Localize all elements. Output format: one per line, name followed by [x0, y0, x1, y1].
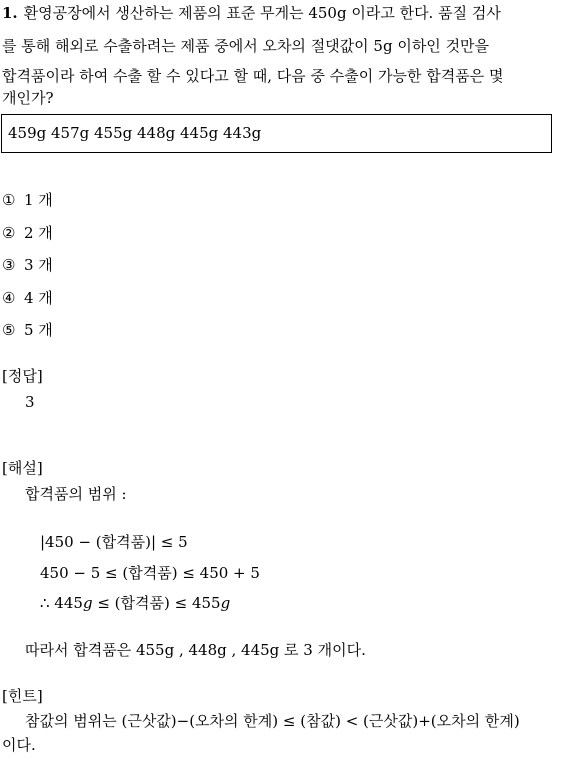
choice-mark: ③: [2, 256, 16, 274]
question-line-4: 개인가?: [2, 89, 54, 107]
question-text-1: 환영공장에서 생산하는 제품의 표준 무게는 450g 이라고 한다. 품질 검사: [23, 4, 501, 22]
eq3-variable-1: g: [82, 594, 93, 612]
weights-list: 459g 457g 455g 448g 445g 443g: [8, 124, 262, 142]
choice-2[interactable]: [2, 221, 53, 245]
explanation-equation-3: [40, 591, 230, 615]
explanation-conclusion: 따라서 합격품은 455g , 448g , 445g 로 3 개이다.: [25, 641, 366, 659]
answer-value: 3: [25, 393, 35, 411]
choice-text: 2 개: [24, 224, 53, 242]
hint-line-2: 이다.: [2, 736, 36, 754]
choice-5[interactable]: [2, 318, 53, 342]
choice-text: 1 개: [24, 191, 53, 209]
hint-line-1: 참값의 범위는 (근삿값)−(오차의 한계) ≤ (참값) < (근삿값)+(오차의 한계): [25, 712, 520, 730]
choice-3[interactable]: [2, 253, 53, 277]
hint-heading: [힌트]: [2, 687, 43, 705]
choice-mark: ②: [2, 224, 16, 242]
choice-mark: ①: [2, 191, 16, 209]
choice-1[interactable]: [2, 188, 53, 212]
choice-text: 4 개: [24, 289, 53, 307]
explanation-equation-1: |450 − (합격품)| ≤ 5: [40, 533, 188, 551]
eq3-middle: ≤ (합격품) ≤ 455: [92, 594, 221, 612]
question-number: 1.: [2, 4, 18, 22]
choice-text: 5 개: [24, 321, 53, 339]
eq3-prefix: ∴ 445: [40, 594, 83, 612]
explanation-heading: [해설]: [2, 459, 43, 477]
answer-heading: [정답]: [2, 367, 43, 385]
eq3-variable-2: g: [220, 594, 231, 612]
choice-text: 3 개: [24, 256, 53, 274]
explanation-intro: 합격품의 범위 :: [25, 485, 127, 503]
question-line-1: [2, 0, 572, 26]
question-line-3: 합격품이라 하여 수출 할 수 있다고 할 때, 다음 중 수출이 가능한 합격품은 몇: [2, 67, 504, 85]
choice-mark: ④: [2, 289, 16, 307]
choice-mark: ⑤: [2, 321, 16, 339]
choice-4[interactable]: [2, 286, 53, 310]
weights-box: [1, 114, 552, 153]
question-line-2: 를 통해 해외로 수출하려는 제품 중에서 오차의 절댓값이 5g 이하인 것만을: [2, 37, 490, 55]
explanation-equation-2: 450 − 5 ≤ (합격품) ≤ 450 + 5: [40, 564, 260, 582]
